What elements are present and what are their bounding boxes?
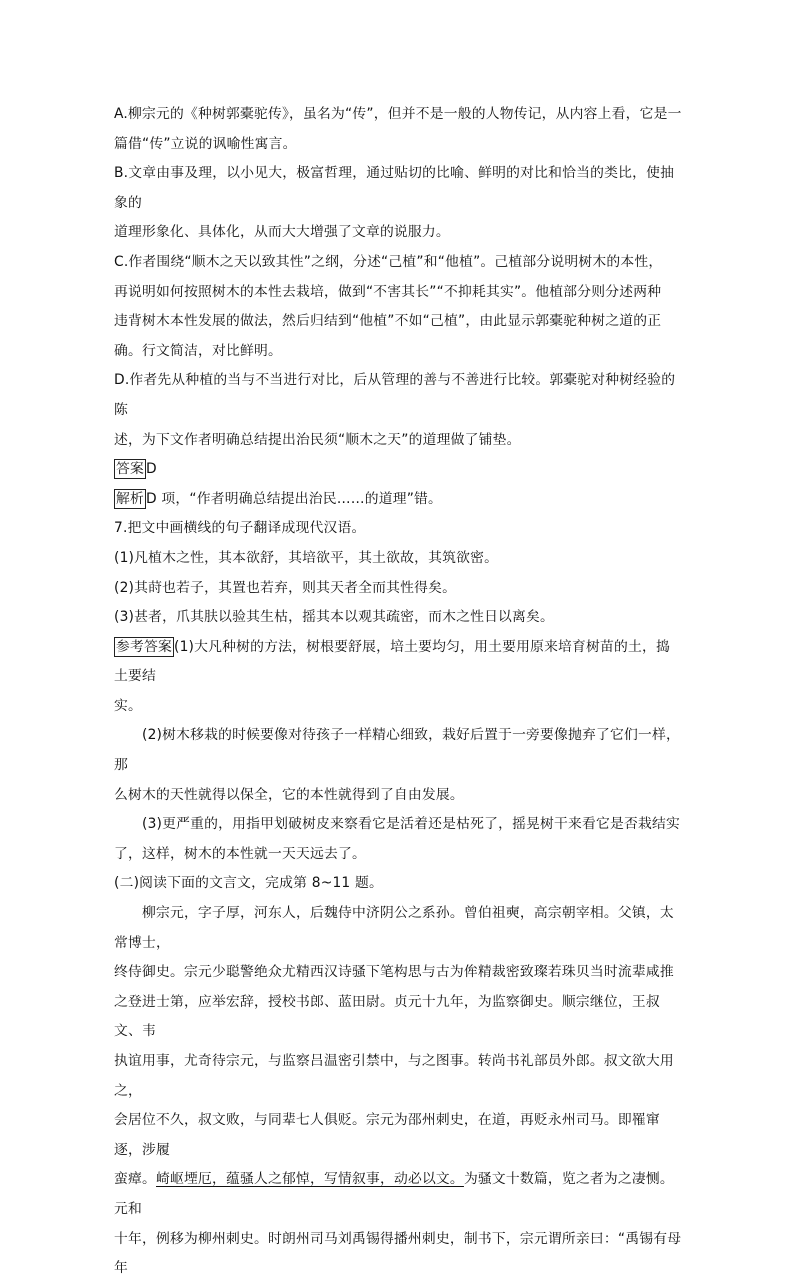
answer-value: D <box>146 461 157 478</box>
passage-line-6 <box>114 1165 684 1224</box>
question-7-item-3: (3)甚者，爪其肤以验其生枯，摇其本以观其疏密，而木之性日以离矣。 <box>114 609 555 626</box>
question-7-title: 7.把文中画横线的句子翻译成现代汉语。 <box>114 520 366 537</box>
option-d-line-2: 述，为下文作者明确总结提出治民须“顺木之天”的道理做了铺垫。 <box>114 431 521 448</box>
option-a-line-2: 篇借“传”立说的讽喻性寓言。 <box>114 135 297 152</box>
option-b-line-1: B.文章由事及理，以小见大，极富哲理，通过贴切的比喻、鲜明的对比和恰当的类比，使抽象的 <box>114 165 675 211</box>
reference-answer-2-line-1: (2)树木移栽的时候要像对待孩子一样精心细致，栽好后置于一旁要像抛弃了它们一样，那 <box>114 727 681 774</box>
answer-line <box>114 455 684 485</box>
passage-line-3: 之登进士第，应举宏辞，授校书郎、蓝田尉。贞元十九年，为监察御史。顺宗继位，王叔文、韦 <box>114 993 660 1040</box>
passage-line-5: 会居位不久，叔文败，与同辈七人俱贬。宗元为邵州刺史，在道，再贬永州司马。即罹窜逐，涉履 <box>114 1112 660 1158</box>
option-c-line-2: 再说明如何按照树木的本性去栽培，做到“不害其长”“不抑耗其实”。他植部分则分述两种 <box>114 283 662 300</box>
option-d-line-1: D.作者先从种植的当与不当进行对比，后从管理的善与不善进行比较。郭橐驼对种树经验的陈 <box>114 372 676 418</box>
section-2-title: (二)阅读下面的文言文，完成第 8~11 题。 <box>114 875 383 892</box>
passage-line-6-tail: 为骚文十数篇，览之者为之凄恻。元和 <box>114 1171 674 1217</box>
option-b-line-2: 道理形象化、具体化，从而大大增强了文章的说服力。 <box>114 224 450 241</box>
underlined-sentence: 崎岖堙厄，蕴骚人之郁悼，写情叙事，动必以文。 <box>156 1171 464 1188</box>
reference-answer-3-line-2: 了，这样，树木的本性就一天天远去了。 <box>114 845 366 862</box>
reference-answer-3-line-1: (3)更严重的，用指甲划破树皮来察看它是活着还是枯死了，摇晃树干来看它是否栽结实 <box>142 816 681 833</box>
option-c-line-3: 违背树木本性发展的做法，然后归结到“他植”不如“己植”，由此显示郭橐驼种树之道的正 <box>114 313 662 330</box>
analysis-text: D 项，“作者明确总结提出治民……的道理”错。 <box>146 490 443 507</box>
analysis-line <box>114 485 684 515</box>
option-c-line-4: 确。行文简洁，对比鲜明。 <box>114 342 282 359</box>
passage-line-2: 终侍御史。宗元少聪警绝众尤精西汉诗骚下笔构思与古为侔精裁密致璨若珠贝当时流辈咸推 <box>114 964 674 981</box>
passage-line-1: 柳宗元，字子厚，河东人，后魏侍中济阴公之系孙。曾伯祖奭，高宗朝宰相。父镇，太常博士， <box>114 905 674 951</box>
option-a-line-1: A.柳宗元的《种树郭橐驼传》，虽名为“传”，但并不是一般的人物传记，从内容上看，它是一 <box>114 106 682 122</box>
passage-line-4: 执谊用事，尤奇待宗元，与监察吕温密引禁中，与之图事。转尚书礼部员外郎。叔文欲大用之， <box>114 1053 674 1099</box>
document-content <box>114 100 684 1284</box>
passage-line-7: 十年，例移为柳州刺史。时朗州司马刘禹锡得播州刺史，制书下，宗元谓所亲曰：“禹锡有母年 <box>114 1230 682 1277</box>
reference-answer-1-line-1 <box>114 633 684 692</box>
analysis-label: 解析 <box>116 490 144 507</box>
answer-label: 答案 <box>116 461 144 478</box>
option-c-line-1: C.作者围绕“顺木之天以致其性”之纲，分述“己植”和“他植”。己植部分说明树木的本性， <box>114 253 663 270</box>
question-7-item-1: (1)凡植木之性，其本欲舒，其培欲平，其土欲故，其筑欲密。 <box>114 549 499 566</box>
reference-answer-label: 参考答案 <box>116 638 172 655</box>
reference-answer-1-text: (1)大凡种树的方法，树根要舒展，培土要均匀，用土要用原来培育树苗的土，捣土要结 <box>114 638 671 685</box>
reference-answer-2-line-2: 么树木的天性就得以保全，它的本性就得到了自由发展。 <box>114 786 464 803</box>
question-7-item-2: (2)其莳也若子，其置也若弃，则其天者全而其性得矣。 <box>114 579 457 596</box>
reference-answer-1-line-2: 实。 <box>114 697 142 714</box>
passage-line-6-head: 蛮瘴。 <box>114 1171 156 1188</box>
